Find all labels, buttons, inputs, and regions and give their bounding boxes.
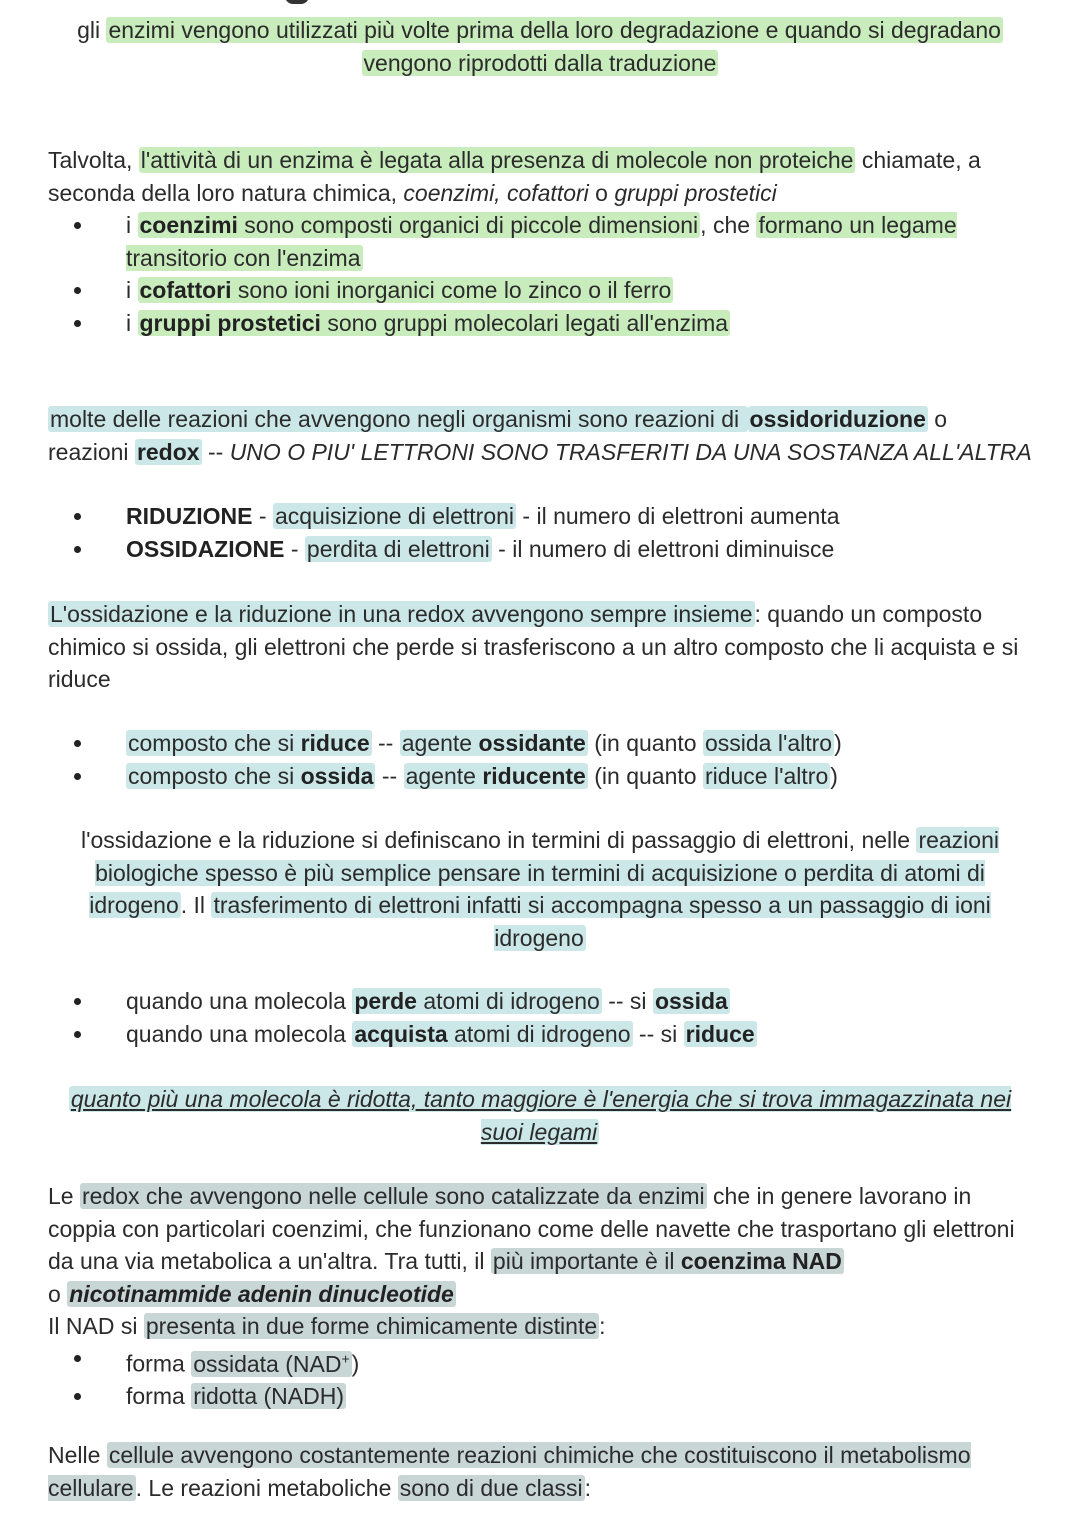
redox-paragraph [48, 403, 1033, 468]
hydrogen-list [48, 985, 1008, 1050]
list-item [48, 1342, 1008, 1380]
highlight: sono ioni inorganici come lo zinco o il ferro [231, 277, 672, 303]
text: composto che si [128, 762, 301, 789]
hydrogen-paragraph [50, 824, 1030, 954]
highlight: trasferimento di elettroni infatti si accompagna spesso a un passaggio di ioni idrogeno [213, 892, 991, 951]
text: atomi di idrogeno [447, 1020, 631, 1047]
nad-forms-list [48, 1342, 1008, 1413]
list-item [48, 533, 1008, 566]
text: composto che si [128, 730, 301, 756]
text: agente [405, 762, 483, 789]
text: quando una molecola [126, 988, 353, 1014]
term: coenzimi [139, 212, 238, 238]
text: o [588, 179, 615, 206]
term: riduce [300, 730, 370, 756]
nad-paragraph [48, 1180, 1033, 1343]
highlight: ossida l'altro [704, 730, 833, 756]
text: . Il [180, 892, 212, 918]
term: gruppi prostetici [139, 309, 321, 336]
text: gli [77, 17, 107, 43]
text: o reazioni [48, 406, 948, 465]
text: l'ossidazione e la riduzione si definiscano in termini di passaggio di elettroni, nelle [81, 827, 917, 853]
text: agente [401, 730, 479, 756]
text: ) [830, 762, 838, 789]
text: ) [834, 730, 842, 756]
redox-list [48, 500, 1008, 565]
text: i [126, 309, 138, 336]
term: riducente [482, 762, 586, 789]
term: gruppi prostetici [614, 179, 777, 206]
text: -- si [632, 1020, 684, 1047]
list-item [48, 760, 1008, 793]
text: ossidata (NAD [193, 1350, 342, 1377]
text: forma [126, 1350, 192, 1377]
list-item [48, 1380, 1008, 1413]
highlight: riduce l'altro [704, 762, 829, 789]
list-item [48, 727, 1008, 760]
agents-list [48, 727, 1008, 792]
term: cofattori [139, 277, 232, 303]
text: Le [48, 1183, 80, 1209]
text: -- [201, 438, 230, 465]
text: -- [375, 762, 404, 789]
text: -- si [601, 988, 653, 1014]
text: i [126, 212, 138, 238]
text: : quando un composto chimico si ossida, gli elettroni che perde si trasferiscono a un altro composto che li acquista e si riduce [48, 601, 1019, 692]
text: : [599, 1313, 606, 1339]
text: più importante è il [492, 1248, 681, 1274]
text: . Le reazioni metaboliche [135, 1474, 398, 1501]
text: (in quanto [587, 762, 703, 789]
term: coenzimi, cofattori [403, 179, 589, 206]
highlight: L'ossidazione e la riduzione in una redox avvengono sempre insieme [50, 601, 753, 627]
highlight: sono gruppi molecolari legati all'enzima [320, 309, 729, 336]
highlight: reazioni biologiche spesso è più semplice pensare in termini di acquisizione o perdita di atomi di idrogeno [89, 827, 999, 918]
highlight: ridotta (NADH) [193, 1383, 344, 1410]
text: quando una molecola [126, 1020, 353, 1047]
highlight: sono di due classi [399, 1474, 583, 1501]
term: perde [354, 988, 417, 1014]
term: RIDUZIONE [126, 503, 253, 529]
energy-note [60, 1083, 1020, 1148]
highlight: presenta in due forme chimicamente distinte [145, 1313, 598, 1339]
text: , che [700, 212, 757, 238]
text: che in genere lavorano in coppia con particolari coenzimi, che funzionano come delle navette che trasportano gli elettroni da una via metabolica a un'altra. Tra tutti, il [48, 1183, 1015, 1274]
highlight: acquisizione di elettroni [274, 503, 515, 529]
text: - [252, 503, 273, 529]
text: Il NAD si [48, 1313, 144, 1339]
term: ossidoriduzione [749, 406, 926, 432]
text: -- [371, 730, 400, 756]
intro-paragraph [40, 14, 1040, 79]
highlight: quanto più una molecola è ridotta, tanto maggiore è l'energia che si trova immagazzinata nei suoi legami [70, 1086, 1012, 1145]
text: o [48, 1280, 68, 1307]
highlight: vengono riprodotti dalla traduzione [363, 49, 717, 76]
text: ) [351, 1350, 360, 1377]
list-item [48, 209, 1008, 274]
definition: UNO O PIU' LETTRONI SONO TRASFERITI DA UNA SOSTANZA ALL'ALTRA [229, 438, 1032, 465]
list-item [48, 500, 1008, 533]
highlight: sono composti organici di piccole dimensioni [237, 212, 699, 238]
cofactors-list [48, 209, 1008, 339]
highlight: l'attività di un enzima è legata alla presenza di molecole non proteiche [140, 147, 854, 173]
highlight: enzimi vengono utilizzati più volte prima della loro degradazione e quando si degradano [108, 17, 1001, 43]
list-item [48, 307, 1008, 340]
highlight: redox che avvengono nelle cellule sono catalizzate da enzimi [81, 1183, 705, 1209]
highlight: perdita di elettroni [306, 535, 490, 562]
text: : [584, 1474, 591, 1501]
cropped-heading-fragment [285, 0, 309, 4]
text: Nelle [48, 1442, 107, 1468]
text: forma [126, 1383, 192, 1410]
text: atomi di idrogeno [416, 988, 600, 1014]
term: ossidante [478, 730, 586, 756]
list-item [48, 985, 1008, 1018]
term: OSSIDAZIONE [126, 535, 285, 562]
term: ossida [654, 988, 728, 1014]
highlight: cellule avvengono costantemente reazioni chimiche che costituiscono il metabolismo cellulare [48, 1442, 971, 1501]
list-item [48, 274, 1008, 307]
term: coenzima NAD [680, 1248, 842, 1274]
term: ossida [300, 762, 374, 789]
text: - [284, 535, 305, 562]
text: chiamate, a seconda della loro natura chimica, [48, 147, 981, 206]
cofactors-paragraph [48, 144, 1033, 209]
highlight: molte delle reazioni che avvengono negli organismi sono reazioni di [50, 406, 746, 432]
superscript: + [341, 1350, 350, 1366]
metabolism-paragraph [48, 1439, 1033, 1504]
text: - il numero di elettroni aumenta [516, 503, 840, 529]
term: riduce [685, 1020, 755, 1047]
highlight: formano un legame transitorio con l'enzima [126, 212, 957, 271]
text: (in quanto [587, 730, 703, 756]
term: acquista [354, 1020, 448, 1047]
list-item [48, 1018, 1008, 1051]
term: redox [136, 438, 200, 465]
together-paragraph [48, 598, 1033, 696]
text: i [126, 277, 138, 303]
text: Talvolta, [48, 147, 139, 173]
text: - il numero di elettroni diminuisce [491, 535, 835, 562]
term: nicotinammide adenin dinucleotide [69, 1280, 454, 1307]
